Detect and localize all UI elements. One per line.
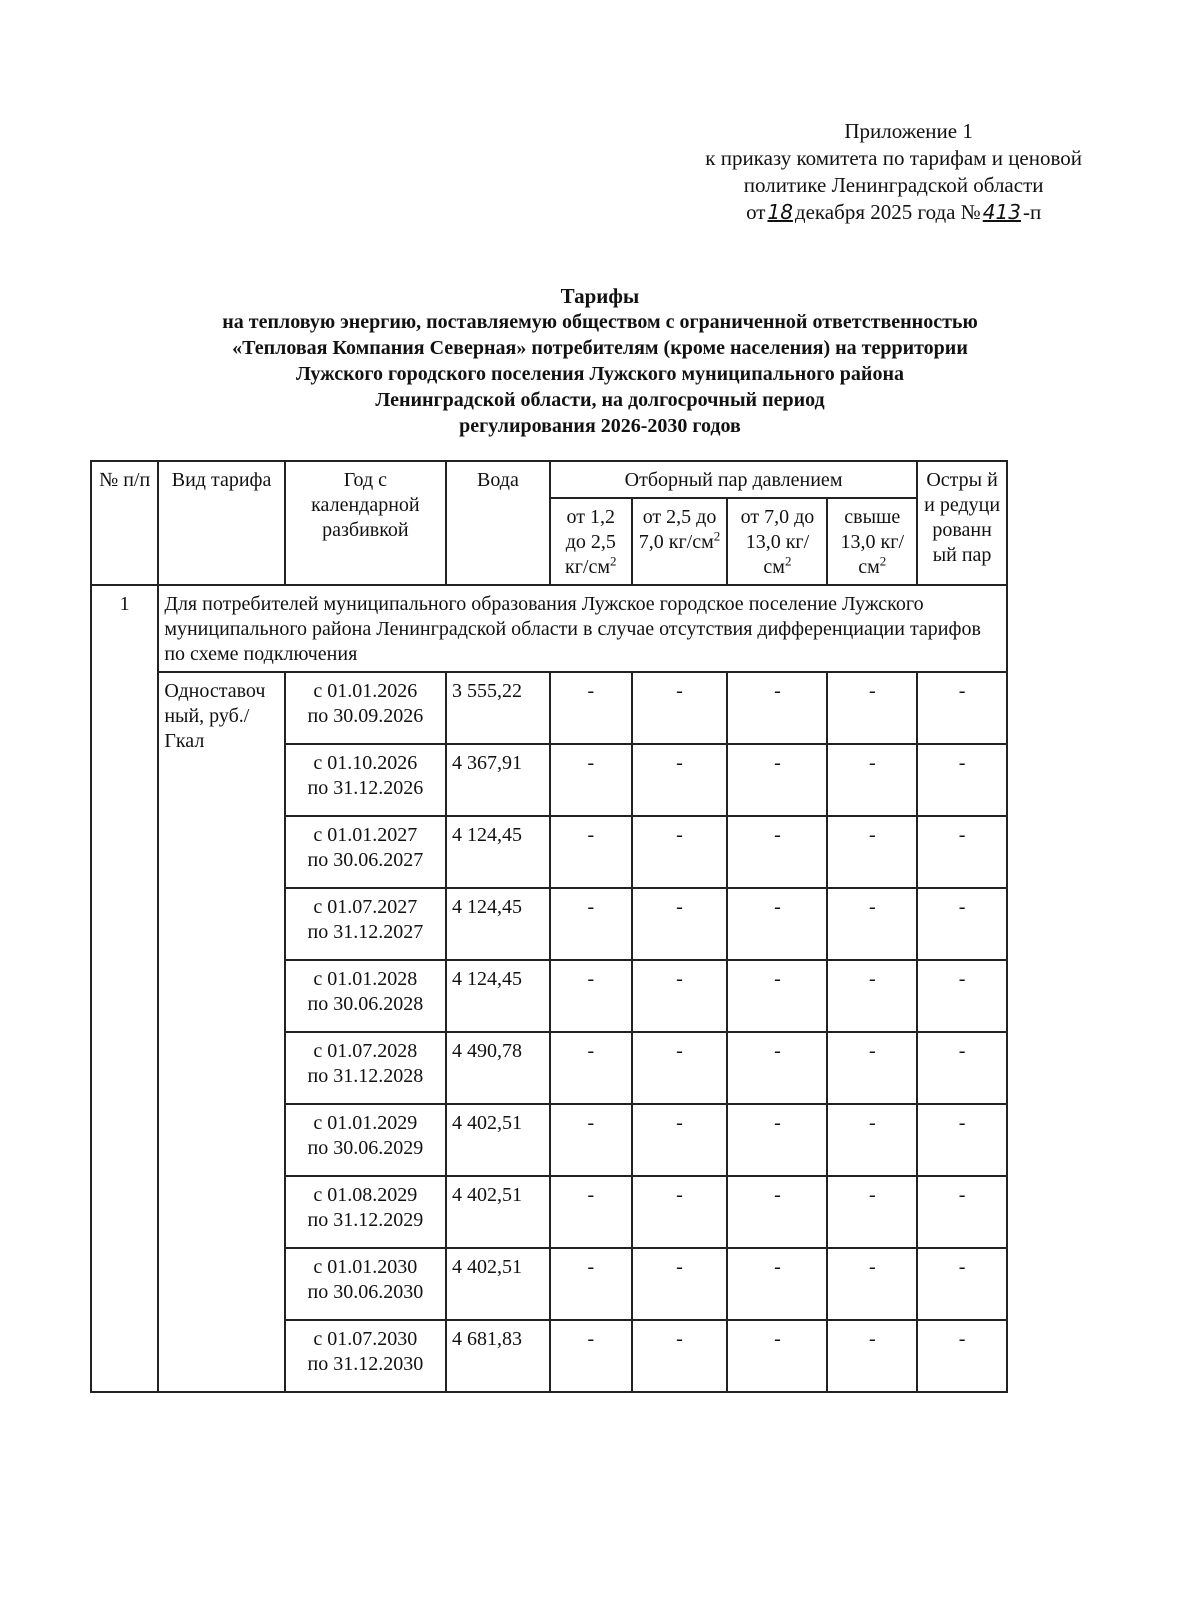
steam-value-s4: - — [827, 1248, 917, 1320]
steam-value-s2: - — [632, 816, 728, 888]
period-from: с 01.07.2027 — [313, 896, 418, 918]
period-cell — [285, 1104, 446, 1176]
steam-value-s4: - — [827, 1032, 917, 1104]
period-from: с 01.01.2028 — [313, 968, 418, 990]
steam-value-s3: - — [727, 1176, 827, 1248]
appendix-line1: Приложение 1 — [844, 119, 973, 143]
tariff-type-cell: Одноставоч ный, руб./Гкал — [158, 672, 284, 1392]
header-num: № п/п — [91, 461, 158, 585]
steam-value-s3: - — [727, 1248, 827, 1320]
steam-value-s3: - — [727, 960, 827, 1032]
title-line: на тепловую энергию, поставляемую обществом с ограниченной ответственностью — [222, 311, 978, 333]
water-value: 4 402,51 — [446, 1176, 550, 1248]
steam-value-s1: - — [550, 744, 632, 816]
period-from: с 01.08.2029 — [313, 1184, 418, 1206]
steam-value-s1: - — [550, 1248, 632, 1320]
steam-value-s4: - — [827, 744, 917, 816]
steam-value-s4: - — [827, 1104, 917, 1176]
order-number: 413 — [982, 200, 1021, 224]
period-cell — [285, 1032, 446, 1104]
date-prefix: от — [746, 200, 766, 224]
steam-value-s5: - — [917, 1248, 1007, 1320]
steam-value-s5: - — [917, 1320, 1007, 1392]
title-line: регулирования 2026-2030 годов — [459, 415, 741, 437]
period-cell — [285, 744, 446, 816]
section-text: Для потребителей муниципального образования Лужское городское поселение Лужского муниципального района Ленинградской области в случае отсутствия дифференциации тарифов по схеме подключения — [158, 585, 1007, 672]
steam-value-s2: - — [632, 1176, 728, 1248]
period-cell — [285, 672, 446, 744]
steam-value-s2: - — [632, 1320, 728, 1392]
header-year: Год с календарной разбивкой — [285, 461, 446, 585]
steam-value-s4: - — [827, 1176, 917, 1248]
period-from: с 01.10.2026 — [313, 752, 418, 774]
period-from: с 01.01.2027 — [313, 824, 418, 846]
steam-value-s3: - — [727, 1032, 827, 1104]
water-value: 4 367,91 — [446, 744, 550, 816]
steam-value-s5: - — [917, 1176, 1007, 1248]
steam-value-s2: - — [632, 1032, 728, 1104]
document-title — [0, 283, 1200, 439]
steam-value-s3: - — [727, 1320, 827, 1392]
steam-value-s4: - — [827, 672, 917, 744]
water-value: 4 490,78 — [446, 1032, 550, 1104]
appendix-line3: политике Ленинградской области — [743, 173, 1044, 197]
period-to: по 30.06.2027 — [307, 849, 424, 871]
steam-value-s1: - — [550, 816, 632, 888]
period-cell — [285, 1248, 446, 1320]
steam-value-s2: - — [632, 1104, 728, 1176]
water-value: 4 124,45 — [446, 960, 550, 1032]
steam-value-s4: - — [827, 888, 917, 960]
period-cell — [285, 888, 446, 960]
period-cell — [285, 816, 446, 888]
steam-value-s1: - — [550, 1032, 632, 1104]
steam-value-s1: - — [550, 1320, 632, 1392]
header-steam-2: от 2,5 до 7,0 $кг/см^2$ — [632, 498, 728, 585]
header-tariff-type: Вид тарифа — [158, 461, 284, 585]
period-to: по 30.06.2030 — [307, 1281, 424, 1303]
period-from: с 01.01.2026 — [313, 680, 418, 702]
steam-value-s1: - — [550, 960, 632, 1032]
tariffs-table — [90, 460, 1008, 1393]
steam-value-s5: - — [917, 672, 1007, 744]
appendix-block — [705, 118, 1082, 226]
period-from: с 01.07.2028 — [313, 1040, 418, 1062]
title-line: Лужского городского поселения Лужского муниципального района — [296, 363, 904, 385]
steam-value-s3: - — [727, 888, 827, 960]
appendix-date-line — [705, 199, 1082, 226]
header-steam-4: свыше 13,0 $кг/см^2$ — [827, 498, 917, 585]
period-to: по 31.12.2030 — [307, 1353, 424, 1375]
header-steam-1: от 1,2 до 2,5 $кг/см^2$ — [550, 498, 632, 585]
period-to: по 30.09.2026 — [307, 705, 424, 727]
period-to: по 30.06.2028 — [307, 993, 424, 1015]
steam-value-s2: - — [632, 1248, 728, 1320]
steam-value-s3: - — [727, 744, 827, 816]
steam-value-s4: - — [827, 816, 917, 888]
date-middle: декабря 2025 года № — [794, 200, 981, 224]
period-to: по 31.12.2029 — [307, 1209, 424, 1231]
title-heading: Тарифы — [560, 284, 640, 308]
steam-value-s5: - — [917, 1032, 1007, 1104]
table-row — [91, 672, 1007, 744]
section-num: 1 — [91, 585, 158, 1392]
steam-value-s4: - — [827, 1320, 917, 1392]
steam-value-s2: - — [632, 888, 728, 960]
period-to: по 30.06.2029 — [307, 1137, 424, 1159]
steam-value-s4: - — [827, 960, 917, 1032]
period-cell — [285, 1176, 446, 1248]
header-sharp-steam: Остры й и редуци рованн ый пар — [917, 461, 1007, 585]
steam-value-s2: - — [632, 672, 728, 744]
steam-value-s5: - — [917, 816, 1007, 888]
period-cell — [285, 1320, 446, 1392]
date-day: 18 — [767, 200, 793, 224]
water-value: 4 681,83 — [446, 1320, 550, 1392]
steam-value-s5: - — [917, 960, 1007, 1032]
title-line: «Тепловая Компания Северная» потребителям (кроме населения) на территории — [232, 337, 968, 359]
steam-value-s1: - — [550, 672, 632, 744]
steam-value-s1: - — [550, 1104, 632, 1176]
appendix-line2: к приказу комитета по тарифам и ценовой — [705, 146, 1082, 170]
period-to: по 31.12.2027 — [307, 921, 424, 943]
period-from: с 01.07.2030 — [313, 1328, 418, 1350]
period-to: по 31.12.2026 — [307, 777, 424, 799]
steam-value-s2: - — [632, 744, 728, 816]
steam-value-s5: - — [917, 888, 1007, 960]
steam-value-s3: - — [727, 672, 827, 744]
period-to: по 31.12.2028 — [307, 1065, 424, 1087]
header-steam-3: от 7,0 до 13,0 $кг/см^2$ — [727, 498, 827, 585]
water-value: 4 402,51 — [446, 1104, 550, 1176]
steam-value-s5: - — [917, 744, 1007, 816]
order-suffix: -п — [1022, 200, 1042, 224]
water-value: 4 124,45 — [446, 816, 550, 888]
header-steam-group: Отборный пар давлением — [550, 461, 917, 498]
title-line: Ленинградской области, на долгосрочный период — [375, 389, 825, 411]
steam-value-s1: - — [550, 1176, 632, 1248]
water-value: 4 124,45 — [446, 888, 550, 960]
steam-value-s3: - — [727, 1104, 827, 1176]
period-from: с 01.01.2029 — [313, 1112, 418, 1134]
period-cell — [285, 960, 446, 1032]
steam-value-s3: - — [727, 816, 827, 888]
steam-value-s2: - — [632, 960, 728, 1032]
period-from: с 01.01.2030 — [313, 1256, 418, 1278]
steam-value-s5: - — [917, 1104, 1007, 1176]
water-value: 3 555,22 — [446, 672, 550, 744]
header-water: Вода — [446, 461, 550, 585]
water-value: 4 402,51 — [446, 1248, 550, 1320]
steam-value-s1: - — [550, 888, 632, 960]
